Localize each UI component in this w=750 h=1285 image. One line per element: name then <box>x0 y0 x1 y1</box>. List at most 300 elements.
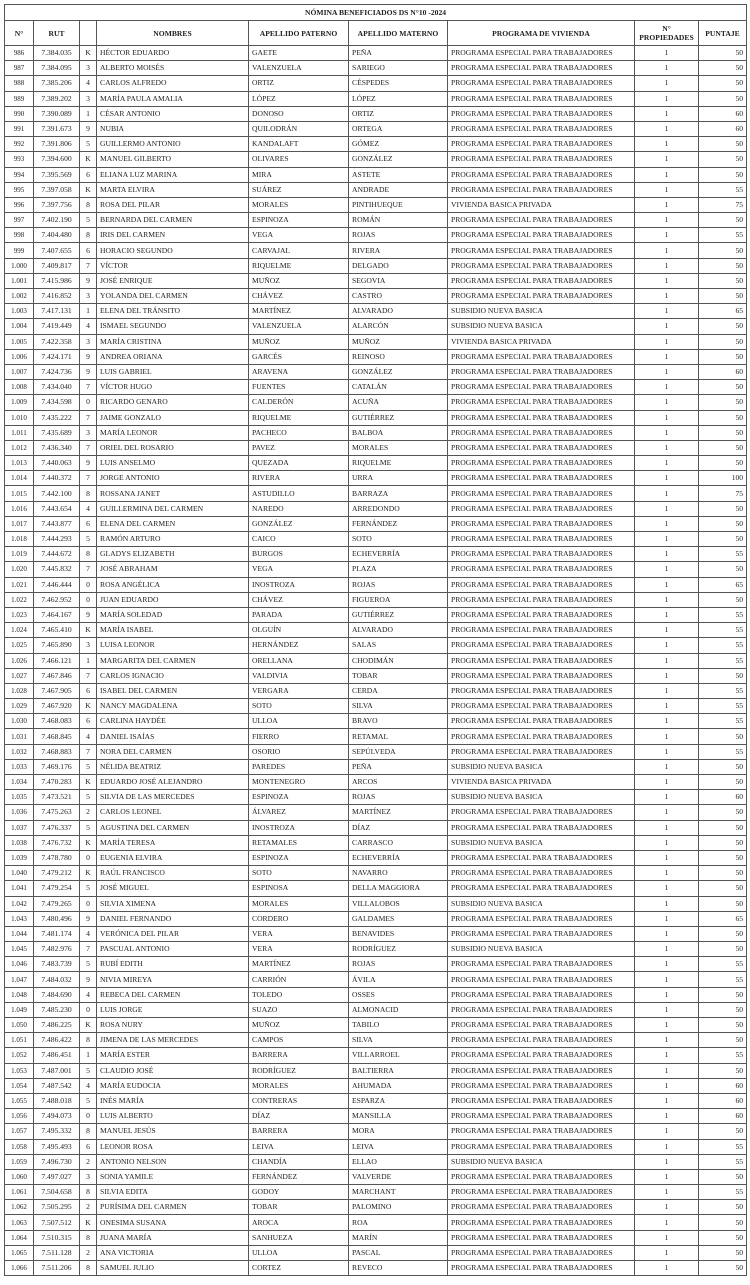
apellido-paterno-cell: CALDERÓN <box>249 395 349 410</box>
rut-dv-cell: 2 <box>80 805 97 820</box>
rut-cell: 7.404.480 <box>34 228 80 243</box>
table-row <box>5 304 747 319</box>
puntaje-cell: 75 <box>699 197 747 212</box>
rut-cell: 7.395.569 <box>34 167 80 182</box>
puntaje-cell: 55 <box>699 957 747 972</box>
nombres-cell: DANIEL FERNANDO <box>97 911 249 926</box>
header-programa: PROGRAMA DE VIVIENDA <box>448 21 635 46</box>
apellido-materno-cell: RETAMAL <box>349 729 448 744</box>
puntaje-cell: 50 <box>699 289 747 304</box>
nombres-cell: CLAUDIO JOSÉ <box>97 1063 249 1078</box>
row-number-cell: 1.056 <box>5 1109 34 1124</box>
num-propiedades-cell: 1 <box>635 926 699 941</box>
table-row <box>5 46 747 61</box>
rut-cell: 7.511.128 <box>34 1245 80 1260</box>
rut-dv-cell: K <box>80 775 97 790</box>
programa-vivienda-cell: PROGRAMA ESPECIAL PARA TRABAJADORES <box>448 273 635 288</box>
rut-cell: 7.440.372 <box>34 471 80 486</box>
table-row <box>5 850 747 865</box>
num-propiedades-cell: 1 <box>635 516 699 531</box>
apellido-paterno-cell: QUEZADA <box>249 456 349 471</box>
rut-cell: 7.487.542 <box>34 1078 80 1093</box>
rut-cell: 7.469.176 <box>34 759 80 774</box>
programa-vivienda-cell: PROGRAMA ESPECIAL PARA TRABAJADORES <box>448 121 635 136</box>
programa-vivienda-cell: PROGRAMA ESPECIAL PARA TRABAJADORES <box>448 987 635 1002</box>
nombres-cell: DANIEL ISAÍAS <box>97 729 249 744</box>
apellido-materno-cell: AHUMADA <box>349 1078 448 1093</box>
nombres-cell: EUGENIA ELVIRA <box>97 850 249 865</box>
apellido-materno-cell: TOBAR <box>349 668 448 683</box>
row-number-cell: 992 <box>5 137 34 152</box>
rut-cell: 7.467.905 <box>34 683 80 698</box>
programa-vivienda-cell: PROGRAMA ESPECIAL PARA TRABAJADORES <box>448 957 635 972</box>
row-number-cell: 990 <box>5 106 34 121</box>
table-row <box>5 547 747 562</box>
apellido-paterno-cell: MIRA <box>249 167 349 182</box>
table-row <box>5 440 747 455</box>
apellido-paterno-cell: BURGOS <box>249 547 349 562</box>
row-number-cell: 1.051 <box>5 1033 34 1048</box>
nombres-cell: LUISA LEONOR <box>97 638 249 653</box>
nombres-cell: REBECA DEL CARMEN <box>97 987 249 1002</box>
puntaje-cell: 65 <box>699 911 747 926</box>
rut-dv-cell: 9 <box>80 349 97 364</box>
table-row <box>5 228 747 243</box>
rut-cell: 7.484.690 <box>34 987 80 1002</box>
programa-vivienda-cell: SUBSIDIO NUEVA BASICA <box>448 304 635 319</box>
programa-vivienda-cell: PROGRAMA ESPECIAL PARA TRABAJADORES <box>448 213 635 228</box>
rut-cell: 7.486.422 <box>34 1033 80 1048</box>
puntaje-cell: 50 <box>699 775 747 790</box>
rut-cell: 7.465.410 <box>34 623 80 638</box>
programa-vivienda-cell: PROGRAMA ESPECIAL PARA TRABAJADORES <box>448 638 635 653</box>
apellido-paterno-cell: PAREDES <box>249 759 349 774</box>
rut-dv-cell: 4 <box>80 729 97 744</box>
nombres-cell: MARÍA LEONOR <box>97 425 249 440</box>
nombres-cell: GLADYS ELIZABETH <box>97 547 249 562</box>
programa-vivienda-cell: PROGRAMA ESPECIAL PARA TRABAJADORES <box>448 1185 635 1200</box>
programa-vivienda-cell: PROGRAMA ESPECIAL PARA TRABAJADORES <box>448 1215 635 1230</box>
apellido-paterno-cell: ESPINOZA <box>249 790 349 805</box>
rut-dv-cell: 1 <box>80 304 97 319</box>
programa-vivienda-cell: PROGRAMA ESPECIAL PARA TRABAJADORES <box>448 395 635 410</box>
num-propiedades-cell: 1 <box>635 228 699 243</box>
rut-cell: 7.424.171 <box>34 349 80 364</box>
num-propiedades-cell: 1 <box>635 258 699 273</box>
apellido-paterno-cell: SUÁREZ <box>249 182 349 197</box>
table-row <box>5 243 747 258</box>
nombres-cell: ELENA DEL TRÁNSITO <box>97 304 249 319</box>
row-number-cell: 1.050 <box>5 1018 34 1033</box>
nombres-cell: EDUARDO JOSÉ ALEJANDRO <box>97 775 249 790</box>
row-number-cell: 1.031 <box>5 729 34 744</box>
header-nombres: NOMBRES <box>97 21 249 46</box>
programa-vivienda-cell: PROGRAMA ESPECIAL PARA TRABAJADORES <box>448 1245 635 1260</box>
row-number-cell: 1.005 <box>5 334 34 349</box>
rut-dv-cell: 4 <box>80 76 97 91</box>
row-number-cell: 1.034 <box>5 775 34 790</box>
programa-vivienda-cell: PROGRAMA ESPECIAL PARA TRABAJADORES <box>448 167 635 182</box>
rut-cell: 7.468.083 <box>34 714 80 729</box>
nombres-cell: JUAN EDUARDO <box>97 592 249 607</box>
table-row <box>5 61 747 76</box>
rut-cell: 7.434.040 <box>34 380 80 395</box>
puntaje-cell: 55 <box>699 653 747 668</box>
header-number: N° <box>5 21 34 46</box>
rut-cell: 7.434.598 <box>34 395 80 410</box>
row-number-cell: 1.057 <box>5 1124 34 1139</box>
puntaje-cell: 75 <box>699 486 747 501</box>
programa-vivienda-cell: PROGRAMA ESPECIAL PARA TRABAJADORES <box>448 410 635 425</box>
rut-dv-cell: 1 <box>80 653 97 668</box>
puntaje-cell: 65 <box>699 577 747 592</box>
puntaje-cell: 50 <box>699 440 747 455</box>
puntaje-cell: 50 <box>699 987 747 1002</box>
rut-dv-cell: 9 <box>80 911 97 926</box>
nombres-cell: SONIA YAMILE <box>97 1169 249 1184</box>
header-rut: RUT <box>34 21 80 46</box>
apellido-materno-cell: ECHEVERRÍA <box>349 547 448 562</box>
apellido-materno-cell: CASTRO <box>349 289 448 304</box>
programa-vivienda-cell: PROGRAMA ESPECIAL PARA TRABAJADORES <box>448 911 635 926</box>
nombres-cell: LUIS ANSELMO <box>97 456 249 471</box>
programa-vivienda-cell: PROGRAMA ESPECIAL PARA TRABAJADORES <box>448 1033 635 1048</box>
nombres-cell: HÉCTOR EDUARDO <box>97 46 249 61</box>
programa-vivienda-cell: PROGRAMA ESPECIAL PARA TRABAJADORES <box>448 1063 635 1078</box>
table-row <box>5 1109 747 1124</box>
apellido-materno-cell: ROA <box>349 1215 448 1230</box>
num-propiedades-cell: 1 <box>635 911 699 926</box>
nombres-cell: AGUSTINA DEL CARMEN <box>97 820 249 835</box>
row-number-cell: 1.059 <box>5 1154 34 1169</box>
num-propiedades-cell: 1 <box>635 1139 699 1154</box>
rut-cell: 7.479.265 <box>34 896 80 911</box>
rut-dv-cell: 5 <box>80 957 97 972</box>
apellido-paterno-cell: CORDERO <box>249 911 349 926</box>
nombres-cell: NÉLIDA BEATRIZ <box>97 759 249 774</box>
puntaje-cell: 50 <box>699 61 747 76</box>
table-row <box>5 137 747 152</box>
apellido-materno-cell: MARCHANT <box>349 1185 448 1200</box>
programa-vivienda-cell: PROGRAMA ESPECIAL PARA TRABAJADORES <box>448 106 635 121</box>
programa-vivienda-cell: PROGRAMA ESPECIAL PARA TRABAJADORES <box>448 547 635 562</box>
programa-vivienda-cell: PROGRAMA ESPECIAL PARA TRABAJADORES <box>448 1109 635 1124</box>
rut-cell: 7.495.493 <box>34 1139 80 1154</box>
table-row <box>5 1002 747 1017</box>
apellido-materno-cell: LEIVA <box>349 1139 448 1154</box>
programa-vivienda-cell: PROGRAMA ESPECIAL PARA TRABAJADORES <box>448 91 635 106</box>
nombres-cell: ONESIMA SUSANA <box>97 1215 249 1230</box>
apellido-materno-cell: DELLA MAGGIORA <box>349 881 448 896</box>
nombres-cell: BERNARDA DEL CARMEN <box>97 213 249 228</box>
table-row <box>5 1093 747 1108</box>
num-propiedades-cell: 1 <box>635 349 699 364</box>
row-number-cell: 1.007 <box>5 364 34 379</box>
table-row <box>5 744 747 759</box>
apellido-materno-cell: LÓPEZ <box>349 91 448 106</box>
apellido-materno-cell: SARIEGO <box>349 61 448 76</box>
apellido-materno-cell: SILVA <box>349 699 448 714</box>
programa-vivienda-cell: PROGRAMA ESPECIAL PARA TRABAJADORES <box>448 258 635 273</box>
puntaje-cell: 50 <box>699 1018 747 1033</box>
puntaje-cell: 50 <box>699 91 747 106</box>
nombres-cell: CARLINA HAYDÉE <box>97 714 249 729</box>
apellido-paterno-cell: ULLOA <box>249 1245 349 1260</box>
programa-vivienda-cell: SUBSIDIO NUEVA BASICA <box>448 942 635 957</box>
rut-dv-cell: 3 <box>80 289 97 304</box>
puntaje-cell: 50 <box>699 516 747 531</box>
rut-cell: 7.467.846 <box>34 668 80 683</box>
num-propiedades-cell: 1 <box>635 289 699 304</box>
num-propiedades-cell: 1 <box>635 1033 699 1048</box>
num-propiedades-cell: 1 <box>635 304 699 319</box>
num-propiedades-cell: 1 <box>635 577 699 592</box>
apellido-materno-cell: VILLALOBOS <box>349 896 448 911</box>
table-row <box>5 638 747 653</box>
row-number-cell: 1.026 <box>5 653 34 668</box>
apellido-paterno-cell: ARAVENA <box>249 364 349 379</box>
rut-dv-cell: 5 <box>80 532 97 547</box>
apellido-paterno-cell: LEIVA <box>249 1139 349 1154</box>
rut-dv-cell: 7 <box>80 471 97 486</box>
row-number-cell: 994 <box>5 167 34 182</box>
nombres-cell: NANCY MAGDALENA <box>97 699 249 714</box>
nombres-cell: LUIS ALBERTO <box>97 1109 249 1124</box>
programa-vivienda-cell: PROGRAMA ESPECIAL PARA TRABAJADORES <box>448 683 635 698</box>
rut-dv-cell: 2 <box>80 1154 97 1169</box>
num-propiedades-cell: 1 <box>635 471 699 486</box>
programa-vivienda-cell: PROGRAMA ESPECIAL PARA TRABAJADORES <box>448 1048 635 1063</box>
apellido-materno-cell: DELGADO <box>349 258 448 273</box>
rut-cell: 7.391.673 <box>34 121 80 136</box>
rut-dv-cell: 7 <box>80 744 97 759</box>
apellido-materno-cell: SEPÚLVEDA <box>349 744 448 759</box>
rut-dv-cell: 5 <box>80 790 97 805</box>
rut-cell: 7.470.283 <box>34 775 80 790</box>
rut-cell: 7.435.222 <box>34 410 80 425</box>
row-number-cell: 1.060 <box>5 1169 34 1184</box>
programa-vivienda-cell: PROGRAMA ESPECIAL PARA TRABAJADORES <box>448 592 635 607</box>
row-number-cell: 1.020 <box>5 562 34 577</box>
rut-dv-cell: 0 <box>80 592 97 607</box>
table-row <box>5 592 747 607</box>
apellido-paterno-cell: PACHECO <box>249 425 349 440</box>
puntaje-cell: 50 <box>699 395 747 410</box>
rut-cell: 7.482.976 <box>34 942 80 957</box>
num-propiedades-cell: 1 <box>635 957 699 972</box>
rut-cell: 7.443.877 <box>34 516 80 531</box>
row-number-cell: 1.024 <box>5 623 34 638</box>
programa-vivienda-cell: PROGRAMA ESPECIAL PARA TRABAJADORES <box>448 364 635 379</box>
rut-cell: 7.479.254 <box>34 881 80 896</box>
apellido-paterno-cell: HERNÁNDEZ <box>249 638 349 653</box>
puntaje-cell: 50 <box>699 1169 747 1184</box>
programa-vivienda-cell: PROGRAMA ESPECIAL PARA TRABAJADORES <box>448 926 635 941</box>
programa-vivienda-cell: PROGRAMA ESPECIAL PARA TRABAJADORES <box>448 1261 635 1276</box>
apellido-paterno-cell: NAREDO <box>249 501 349 516</box>
apellido-materno-cell: BALTIERRA <box>349 1063 448 1078</box>
row-number-cell: 996 <box>5 197 34 212</box>
rut-dv-cell: 6 <box>80 167 97 182</box>
nombres-cell: GUILLERMO ANTONIO <box>97 137 249 152</box>
num-propiedades-cell: 1 <box>635 850 699 865</box>
nombres-cell: ISABEL DEL CARMEN <box>97 683 249 698</box>
row-number-cell: 1.012 <box>5 440 34 455</box>
row-number-cell: 1.046 <box>5 957 34 972</box>
rut-dv-cell: K <box>80 46 97 61</box>
puntaje-cell: 50 <box>699 926 747 941</box>
puntaje-cell: 55 <box>699 1048 747 1063</box>
puntaje-cell: 50 <box>699 668 747 683</box>
apellido-paterno-cell: RETAMALES <box>249 835 349 850</box>
puntaje-cell: 50 <box>699 501 747 516</box>
num-propiedades-cell: 1 <box>635 1261 699 1276</box>
row-number-cell: 1.043 <box>5 911 34 926</box>
rut-cell: 7.486.451 <box>34 1048 80 1063</box>
apellido-materno-cell: ELLAO <box>349 1154 448 1169</box>
row-number-cell: 995 <box>5 182 34 197</box>
puntaje-cell: 50 <box>699 243 747 258</box>
apellido-materno-cell: BARRAZA <box>349 486 448 501</box>
apellido-materno-cell: MORA <box>349 1124 448 1139</box>
apellido-materno-cell: GÓMEZ <box>349 137 448 152</box>
nombres-cell: PURÍSIMA DEL CARMEN <box>97 1200 249 1215</box>
header-propiedades: N° PROPIEDADES <box>635 21 699 46</box>
apellido-materno-cell: ALARCÓN <box>349 319 448 334</box>
puntaje-cell: 50 <box>699 942 747 957</box>
row-number-cell: 1.061 <box>5 1185 34 1200</box>
apellido-paterno-cell: FIERRO <box>249 729 349 744</box>
programa-vivienda-cell: VIVIENDA BASICA PRIVADA <box>448 334 635 349</box>
row-number-cell: 1.065 <box>5 1245 34 1260</box>
puntaje-cell: 50 <box>699 46 747 61</box>
apellido-materno-cell: ROJAS <box>349 228 448 243</box>
apellido-paterno-cell: VERGARA <box>249 683 349 698</box>
apellido-paterno-cell: OLIVARES <box>249 152 349 167</box>
programa-vivienda-cell: PROGRAMA ESPECIAL PARA TRABAJADORES <box>448 1002 635 1017</box>
apellido-paterno-cell: MONTENEGRO <box>249 775 349 790</box>
row-number-cell: 1.021 <box>5 577 34 592</box>
puntaje-cell: 50 <box>699 759 747 774</box>
rut-cell: 7.384.095 <box>34 61 80 76</box>
apellido-paterno-cell: CHÁVEZ <box>249 592 349 607</box>
programa-vivienda-cell: PROGRAMA ESPECIAL PARA TRABAJADORES <box>448 714 635 729</box>
apellido-materno-cell: ROJAS <box>349 790 448 805</box>
apellido-paterno-cell: MORALES <box>249 1078 349 1093</box>
apellido-paterno-cell: MUÑOZ <box>249 1018 349 1033</box>
apellido-paterno-cell: SOTO <box>249 699 349 714</box>
puntaje-cell: 50 <box>699 425 747 440</box>
puntaje-cell: 50 <box>699 1063 747 1078</box>
apellido-materno-cell: GUTIÉRREZ <box>349 410 448 425</box>
table-row <box>5 152 747 167</box>
num-propiedades-cell: 1 <box>635 547 699 562</box>
num-propiedades-cell: 1 <box>635 790 699 805</box>
apellido-paterno-cell: BARRERA <box>249 1124 349 1139</box>
row-number-cell: 1.032 <box>5 744 34 759</box>
nombres-cell: HORACIO SEGUNDO <box>97 243 249 258</box>
num-propiedades-cell: 1 <box>635 729 699 744</box>
apellido-paterno-cell: VEGA <box>249 562 349 577</box>
apellido-paterno-cell: ULLOA <box>249 714 349 729</box>
table-row <box>5 820 747 835</box>
rut-dv-cell: 5 <box>80 1093 97 1108</box>
rut-cell: 7.390.089 <box>34 106 80 121</box>
rut-cell: 7.394.600 <box>34 152 80 167</box>
num-propiedades-cell: 1 <box>635 1230 699 1245</box>
programa-vivienda-cell: PROGRAMA ESPECIAL PARA TRABAJADORES <box>448 532 635 547</box>
table-row <box>5 532 747 547</box>
rut-cell: 7.409.817 <box>34 258 80 273</box>
header-apellido-materno: APELLIDO MATERNO <box>349 21 448 46</box>
apellido-paterno-cell: FERNÁNDEZ <box>249 1169 349 1184</box>
num-propiedades-cell: 1 <box>635 1093 699 1108</box>
puntaje-cell: 55 <box>699 744 747 759</box>
programa-vivienda-cell: PROGRAMA ESPECIAL PARA TRABAJADORES <box>448 152 635 167</box>
programa-vivienda-cell: PROGRAMA ESPECIAL PARA TRABAJADORES <box>448 653 635 668</box>
table-row <box>5 957 747 972</box>
programa-vivienda-cell: PROGRAMA ESPECIAL PARA TRABAJADORES <box>448 1169 635 1184</box>
rut-cell: 7.494.073 <box>34 1109 80 1124</box>
puntaje-cell: 50 <box>699 456 747 471</box>
puntaje-cell: 100 <box>699 471 747 486</box>
rut-cell: 7.462.952 <box>34 592 80 607</box>
row-number-cell: 1.062 <box>5 1200 34 1215</box>
table-row <box>5 410 747 425</box>
row-number-cell: 1.052 <box>5 1048 34 1063</box>
row-number-cell: 1.054 <box>5 1078 34 1093</box>
puntaje-cell: 50 <box>699 835 747 850</box>
num-propiedades-cell: 1 <box>635 425 699 440</box>
table-row <box>5 729 747 744</box>
apellido-materno-cell: TABILO <box>349 1018 448 1033</box>
programa-vivienda-cell: PROGRAMA ESPECIAL PARA TRABAJADORES <box>448 46 635 61</box>
num-propiedades-cell: 1 <box>635 896 699 911</box>
apellido-paterno-cell: DONOSO <box>249 106 349 121</box>
num-propiedades-cell: 1 <box>635 76 699 91</box>
apellido-materno-cell: CATALÁN <box>349 380 448 395</box>
nombres-cell: LUIS GABRIEL <box>97 364 249 379</box>
num-propiedades-cell: 1 <box>635 273 699 288</box>
apellido-paterno-cell: BARRERA <box>249 1048 349 1063</box>
apellido-paterno-cell: PARADA <box>249 607 349 622</box>
nombres-cell: ROSA NURY <box>97 1018 249 1033</box>
apellido-materno-cell: ALVARADO <box>349 623 448 638</box>
apellido-paterno-cell: CARVAJAL <box>249 243 349 258</box>
table-row <box>5 380 747 395</box>
programa-vivienda-cell: PROGRAMA ESPECIAL PARA TRABAJADORES <box>448 486 635 501</box>
rut-dv-cell: 4 <box>80 319 97 334</box>
table-row <box>5 258 747 273</box>
apellido-materno-cell: ROJAS <box>349 577 448 592</box>
rut-dv-cell: 8 <box>80 1124 97 1139</box>
row-number-cell: 1.036 <box>5 805 34 820</box>
programa-vivienda-cell: PROGRAMA ESPECIAL PARA TRABAJADORES <box>448 349 635 364</box>
apellido-materno-cell: GONZÁLEZ <box>349 152 448 167</box>
apellido-paterno-cell: ESPINOZA <box>249 213 349 228</box>
apellido-paterno-cell: ORELLANA <box>249 653 349 668</box>
rut-dv-cell: 8 <box>80 547 97 562</box>
table-row <box>5 121 747 136</box>
apellido-paterno-cell: CAICO <box>249 532 349 547</box>
num-propiedades-cell: 1 <box>635 562 699 577</box>
table-row <box>5 1230 747 1245</box>
rut-cell: 7.511.206 <box>34 1261 80 1276</box>
apellido-paterno-cell: RIVERA <box>249 471 349 486</box>
programa-vivienda-cell: PROGRAMA ESPECIAL PARA TRABAJADORES <box>448 607 635 622</box>
row-number-cell: 1.000 <box>5 258 34 273</box>
programa-vivienda-cell: PROGRAMA ESPECIAL PARA TRABAJADORES <box>448 1139 635 1154</box>
